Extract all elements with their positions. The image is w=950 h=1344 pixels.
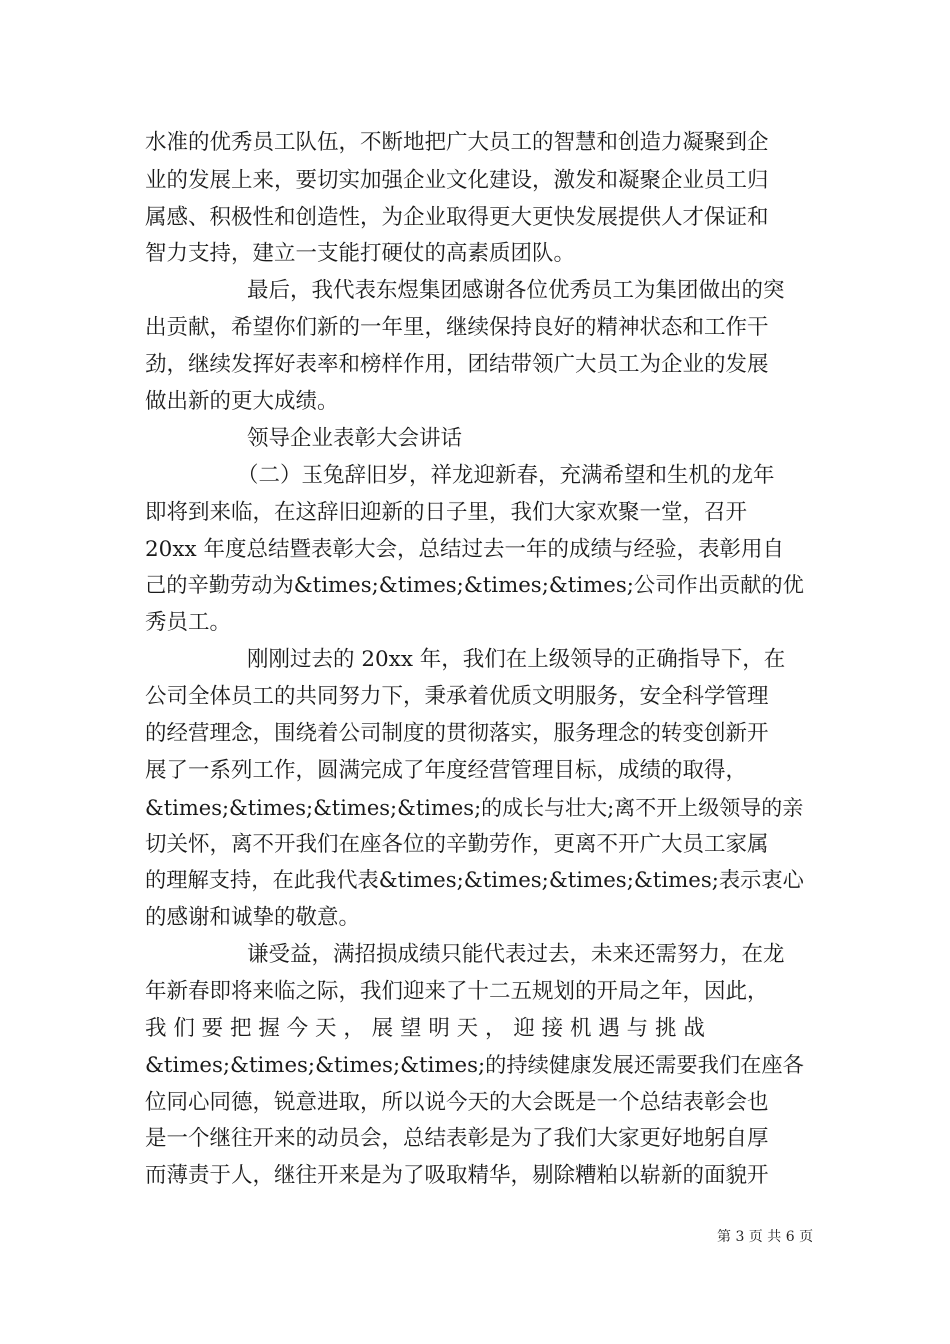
text-line: 劲，继续发挥好表率和榜样作用，团结带领广大员工为企业的发展 — [145, 352, 769, 377]
text-line: 20xx 年度总结暨表彰大会，总结过去一年的成绩与经验，表彰用自 — [145, 537, 784, 562]
text-line: 公司全体员工的共同努力下，秉承着优质文明服务，安全科学管理 — [145, 684, 769, 709]
paragraph-start-line: 最后，我代表东煜集团感谢各位优秀员工为集团做出的突 — [247, 278, 785, 303]
text-line: 做出新的更大成绩。 — [145, 389, 339, 414]
text-line: 属感、积极性和创造性，为企业取得更大更快发展提供人才保证和 — [145, 205, 769, 230]
text-line: 的经营理念，围绕着公司制度的贯彻落实，服务理念的转变创新开 — [145, 721, 769, 746]
text-line: 己的辛勤劳动为&times;&times;&times;&times;公司作出贡献的优 — [145, 573, 804, 598]
paragraph-start-line: （二）玉兔辞旧岁，祥龙迎新春，充满希望和生机的龙年 — [237, 463, 775, 488]
page-number-footer: 第 3 页 共 6 页 — [717, 1229, 814, 1245]
text-line: 的感谢和诚挚的敬意。 — [145, 905, 361, 930]
text-line: 出贡献，希望你们新的一年里，继续保持良好的精神状态和工作干 — [145, 315, 769, 340]
text-line: 是一个继往开来的动员会，总结表彰是为了我们大家更好地躬自厚 — [145, 1126, 769, 1151]
text-line: 而薄责于人，继往开来是为了吸取精华，剔除糟粕以崭新的面貌开 — [145, 1163, 769, 1188]
text-line: &times;&times;&times;&times;的持续健康发展还需要我们在座各 — [145, 1053, 804, 1078]
text-line: 的理解支持，在此我代表&times;&times;&times;&times;表示衷心 — [145, 868, 804, 893]
text-line: 业的发展上来，要切实加强企业文化建设，激发和凝聚企业员工归 — [145, 168, 769, 193]
text-line: 秀员工。 — [145, 610, 232, 635]
text-line: 智力支持，建立一支能打硬仗的高素质团队。 — [145, 241, 576, 266]
text-line: 我 们 要 把 握 今 天 ， 展 望 明 天 ， 迎 接 机 遇 与 挑 战 — [145, 1016, 705, 1041]
paragraph-start-line: 谦受益，满招损成绩只能代表过去，未来还需努力，在龙 — [247, 942, 785, 967]
text-line: 水准的优秀员工队伍，不断地把广大员工的智慧和创造力凝聚到企 — [145, 130, 769, 155]
section-heading: 领导企业表彰大会讲话 — [247, 426, 463, 451]
text-line: &times;&times;&times;&times;的成长与壮大;离不开上级领导的亲 — [145, 796, 804, 820]
text-line: 展了一系列工作，圆满完成了年度经营管理目标，成绩的取得， — [145, 758, 748, 783]
paragraph-start-line: 刚刚过去的 20xx 年，我们在上级领导的正确指导下，在 — [247, 647, 786, 672]
text-line: 年新春即将来临之际，我们迎来了十二五规划的开局之年，因此， — [145, 979, 769, 1004]
text-line: 切关怀，离不开我们在座各位的辛勤劳作，更离不开广大员工家属 — [145, 832, 769, 857]
text-line: 即将到来临，在这辞旧迎新的日子里，我们大家欢聚一堂，召开 — [145, 500, 748, 525]
text-line: 位同心同德，锐意进取，所以说今天的大会既是一个总结表彰会也 — [145, 1090, 769, 1115]
